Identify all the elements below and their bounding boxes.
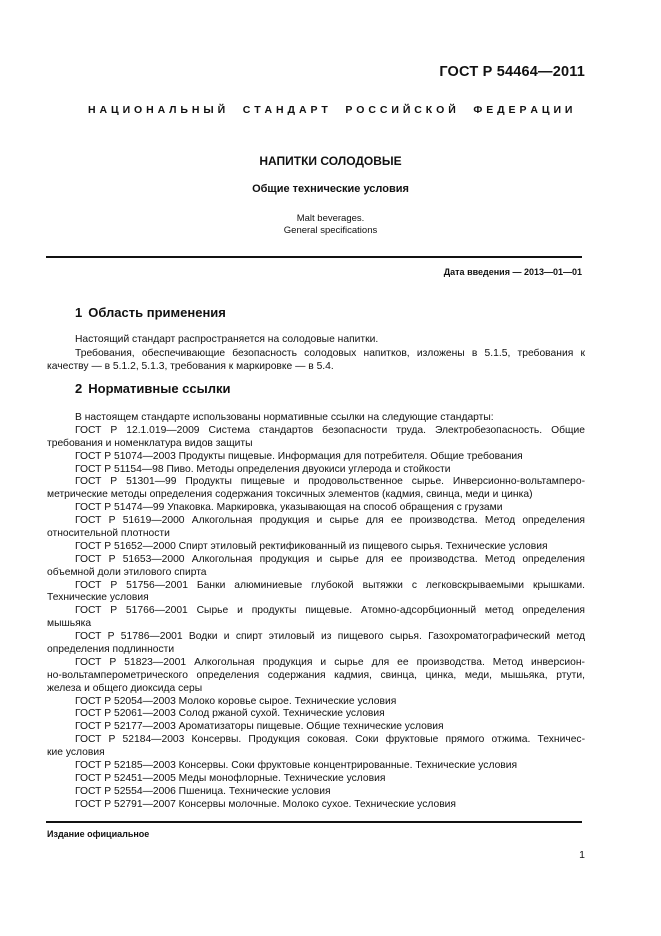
reference-line: ГОСТ Р 51652—2000 Спирт этиловый ректификованный из пищевого сырья. Технические условия xyxy=(75,540,548,552)
standard-number: ГОСТ Р 54464—2011 xyxy=(439,64,585,80)
section-1-paragraph-1: Настоящий стандарт распространяется на солодовые напитки. xyxy=(75,334,379,345)
english-title xyxy=(0,213,661,237)
reference-line: ГОСТ Р 52177—2003 Ароматизаторы пищевые. Общие технические условия xyxy=(75,721,444,733)
reference-line: объемной доли этилового спирта xyxy=(47,566,207,578)
reference-line: ГОСТ Р 51653—2000 Алкогольная продукция и сырье для ее производства. Метод определения xyxy=(75,553,585,565)
reference-line: ГОСТ Р 51619—2000 Алкогольная продукция и сырье для ее производства. Метод определения xyxy=(75,515,585,527)
reference-line: железа и общего диоксида серы xyxy=(47,682,203,694)
section-1-number: 1 xyxy=(75,305,83,320)
reference-line: Технические условия xyxy=(47,592,149,604)
section-2-heading xyxy=(75,381,230,396)
section-1-heading xyxy=(75,305,226,320)
reference-line: определения подлинности xyxy=(47,644,175,656)
section-1-paragraph-2 xyxy=(47,348,585,374)
reference-line: ГОСТ Р 52184—2003 Консервы. Продукция соковая. Соки фруктовые прямого отжима. Техничес- xyxy=(75,734,585,746)
reference-line: ГОСТ Р 52451—2005 Меды монофлорные. Технические условия xyxy=(75,772,386,784)
reference-line: кие условия xyxy=(47,747,105,759)
reference-line: ГОСТ Р 51756—2001 Банки алюминиевые глубокой вытяжки с легковскрываемыми крышками. xyxy=(75,579,585,591)
page-number: 1 xyxy=(579,849,585,861)
bottom-divider xyxy=(46,821,582,823)
section-1-title: Область применения xyxy=(88,305,226,320)
reference-line: ГОСТ Р 51766—2001 Сырье и продукты пищевые. Атомно-адсорбционный метод определения xyxy=(75,605,585,617)
reference-line: В настоящем стандарте использованы нормативные ссылки на следующие стандарты: xyxy=(75,412,494,423)
reference-line: но-вольтамперометрического определения содержания кадмия, свинца, цинка, меди, мышьяка, ртути, xyxy=(47,669,585,681)
reference-line: ГОСТ Р 51074—2003 Продукты пищевые. Информация для потребителя. Общие требования xyxy=(75,450,523,462)
reference-line: ГОСТ Р 51786—2001 Водки и спирт этиловый из пищевого сырья. Газохроматографический метод xyxy=(75,631,585,643)
reference-line: ГОСТ Р 12.1.019—2009 Система стандартов безопасности труда. Электробезопасность. Общие xyxy=(75,424,585,436)
official-edition-label: Издание официальное xyxy=(47,829,150,839)
normative-references-list xyxy=(47,412,585,812)
section-1-paragraph-2-line-1: Требования, обеспечивающие безопасность солодовых напитков, изложены в 5.1.5, требования к xyxy=(75,348,585,359)
english-title-line-2: General specifications xyxy=(283,225,378,236)
reference-line: ГОСТ Р 52054—2003 Молоко коровье сырое. Технические условия xyxy=(75,695,397,707)
reference-line: ГОСТ Р 52185—2003 Консервы. Соки фруктовые концентрированные. Технические условия xyxy=(75,760,518,772)
reference-line: мышьяка xyxy=(47,618,92,630)
document-subtitle: Общие технические условия xyxy=(252,183,409,195)
reference-line: ГОСТ Р 51154—98 Пиво. Методы определения двуокиси углерода и стойкости xyxy=(75,463,451,475)
section-2-number: 2 xyxy=(75,381,83,396)
reference-line: ГОСТ Р 51823—2001 Алкогольная продукция и сырье для ее производства. Метод инверсион- xyxy=(75,656,585,668)
national-standard-banner: Н А Ц И О Н А Л Ь Н Ы Й С Т А Н Д А Р Т Р О С С И Й С К О Й Ф Е Д Е Р А Ц И И xyxy=(88,104,573,116)
reference-line: требования и номенклатура видов защиты xyxy=(47,437,253,449)
document-title: НАПИТКИ СОЛОДОВЫЕ xyxy=(259,154,402,168)
reference-line: метрические методы определения содержания токсичных элементов (кадмия, свинца, меди и цинка) xyxy=(47,489,533,501)
top-divider xyxy=(46,256,582,258)
reference-line: относительной плотности xyxy=(47,528,170,540)
introduction-date: Дата введения — 2013—01—01 xyxy=(443,267,582,277)
section-2-title: Нормативные ссылки xyxy=(88,381,231,396)
reference-line: ГОСТ Р 51301—99 Продукты пищевые и продовольственное сырье. Инверсионно-вольтамперо- xyxy=(75,476,585,488)
reference-line: ГОСТ Р 51474—99 Упаковка. Маркировка, указывающая на способ обращения с грузами xyxy=(75,502,503,514)
reference-line: ГОСТ Р 52554—2006 Пшеница. Технические условия xyxy=(75,785,331,797)
english-title-line-1: Malt beverages. xyxy=(296,213,365,224)
reference-line: ГОСТ Р 52061—2003 Солод ржаной сухой. Технические условия xyxy=(75,708,385,720)
section-1-paragraph-2-line-2: качеству — в 5.1.2, 5.1.3, требования к маркировке — в 5.4. xyxy=(47,360,334,372)
reference-line: ГОСТ Р 52791—2007 Консервы молочные. Молоко сухое. Технические условия xyxy=(75,798,456,810)
